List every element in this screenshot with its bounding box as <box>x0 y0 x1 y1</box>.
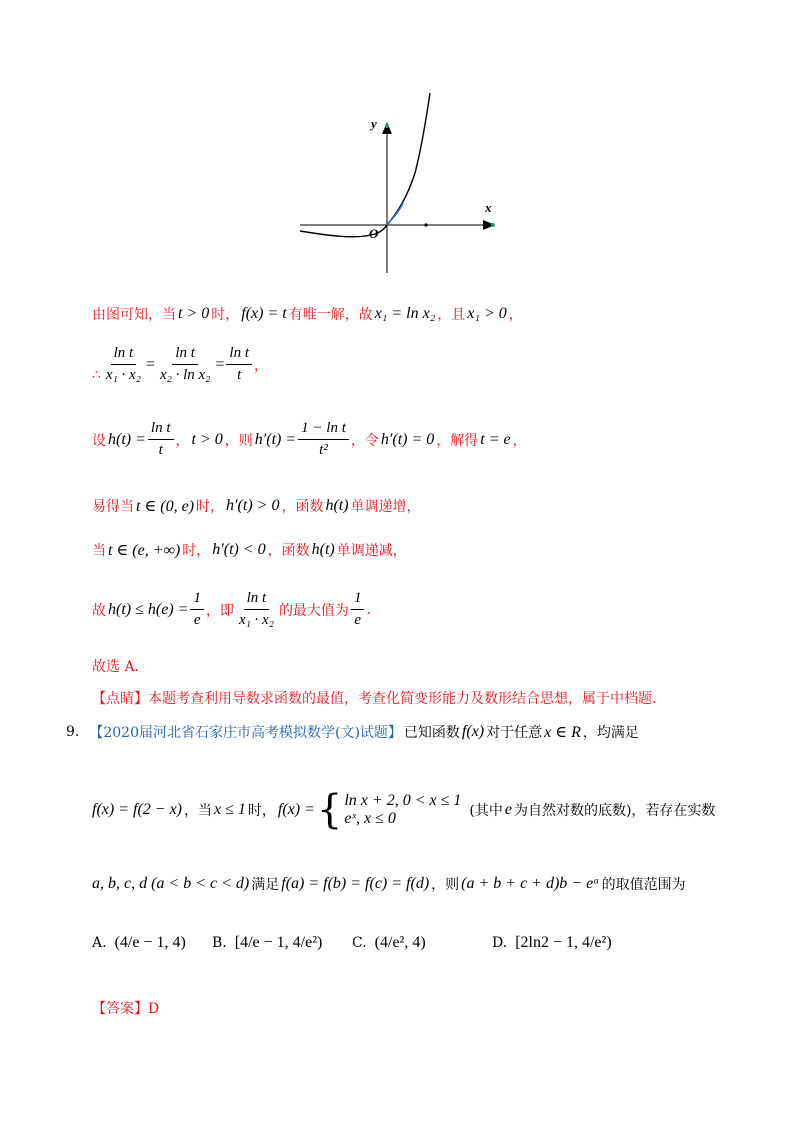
text: (其中 <box>469 803 503 819</box>
solution-line-1 <box>92 304 523 324</box>
fraction: $\frac{\text{ln t}}{\text{x₁ · x₂}}$ <box>238 590 274 628</box>
math: h′(t) > 0 <box>226 497 280 514</box>
problem-9-line-3 <box>92 874 686 894</box>
piecewise <box>344 792 461 828</box>
solution-line-6 <box>92 590 371 629</box>
text: 有唯一解，故 <box>288 307 373 323</box>
option-label: A. <box>92 935 107 951</box>
math: x ≤ 1 <box>214 801 246 818</box>
text: 的取值范围为 <box>601 877 686 893</box>
text: 单调递增， <box>350 499 421 515</box>
function-graph <box>295 88 505 278</box>
math: t ∈ (e, +∞) <box>108 542 181 559</box>
option-text: (4/e², 4) <box>374 934 426 951</box>
option-a[interactable] <box>92 934 186 952</box>
math: f(x) = t <box>241 305 287 322</box>
text: 易得当 <box>92 499 134 515</box>
text: ， <box>512 432 527 449</box>
math: = <box>215 355 225 373</box>
math: x₁ > 0 <box>467 305 507 322</box>
therefore-symbol: ∴ <box>92 366 101 383</box>
math: h(t) <box>311 541 335 558</box>
math: f(a) = f(b) = f(c) = f(d) <box>281 875 430 892</box>
option-label: B. <box>212 935 227 951</box>
text: 满足 <box>251 877 280 893</box>
fraction: $\frac{1}{e}$ <box>351 590 365 629</box>
answer: 【答案】D <box>92 1001 160 1017</box>
text: ，当 <box>184 803 212 819</box>
y-label: y <box>371 116 377 131</box>
math: h′(t) < 0 <box>212 541 266 558</box>
curve <box>300 93 430 237</box>
math: a, b, c, d (a < b < c < d) <box>92 875 250 892</box>
fraction: $\frac{\text{ln t}}{t}$ <box>226 345 252 384</box>
text: ，令 <box>350 432 379 449</box>
text: 故 <box>92 602 106 619</box>
math: t = e <box>480 430 511 448</box>
option-text: (4/e − 1, 4) <box>114 934 186 951</box>
math: h(t) <box>325 497 349 514</box>
option-text: [2ln2 − 1, 4/e²) <box>515 934 612 951</box>
text: 当 <box>92 543 106 559</box>
math: h(t) ≤ h(e) = <box>108 600 189 618</box>
text: 单调递减， <box>336 543 407 559</box>
solution-line-4 <box>92 496 421 516</box>
question-number: 9. <box>66 724 80 740</box>
math: = <box>145 355 155 373</box>
conclusion: 故选 A. <box>92 659 140 675</box>
text: ，且 <box>437 307 466 323</box>
math: h(t) = <box>108 430 146 448</box>
fraction: $\frac{\text{ln t}}{\text{x₂ · ln x₂}}$ <box>159 345 211 383</box>
math: t ∈ (0, e) <box>136 498 195 515</box>
text: 的最大值为 <box>278 602 349 619</box>
text: ，即 <box>205 602 234 619</box>
text: ，解得 <box>436 432 479 449</box>
text: 已知函数 <box>403 725 460 741</box>
option-text: [4/e − 1, 4/e²) <box>234 934 323 951</box>
origin-label: O <box>369 226 379 241</box>
fraction: $\frac{\text{ln t}}{t}$ <box>148 420 174 459</box>
text: ， <box>254 357 268 374</box>
text: 设 <box>92 432 106 449</box>
option-b[interactable] <box>212 934 322 952</box>
brace: { <box>316 787 343 833</box>
piece: ln x + 2, 0 < x ≤ 1 <box>344 792 462 809</box>
problem-9-line-2 <box>92 787 716 833</box>
math: t > 0 <box>191 430 223 448</box>
fraction: $\frac{\text{1 − ln t}}{\text{t²}}$ <box>298 420 349 459</box>
text: 时， <box>211 307 240 323</box>
option-c[interactable] <box>352 934 426 952</box>
option-label: D. <box>492 935 508 951</box>
text: 时， <box>182 543 211 559</box>
math: t > 0 <box>178 305 210 322</box>
piece: eˣ, x ≤ 0 <box>344 810 396 827</box>
math: e <box>504 801 512 818</box>
math: (a + b + c + d)b − eᵃ <box>461 875 600 892</box>
text: 为自然对数的底数)，若存在实数 <box>513 803 716 819</box>
text: ，则 <box>431 877 460 893</box>
text: ， <box>175 432 190 449</box>
comment: 【点睛】本题考查利用导数求函数的最值，考查化简变形能力及数形结合思想，属于中档题. <box>92 691 657 707</box>
option-label: C. <box>352 935 367 951</box>
text: ，则 <box>224 432 253 449</box>
math: h′(t) = 0 <box>380 430 435 448</box>
text: 对于任意 <box>486 725 543 741</box>
text: 由图可知，当 <box>92 307 176 323</box>
text: ，均满足 <box>582 725 639 741</box>
math: x ∈ R <box>544 724 581 741</box>
text: 时， <box>196 499 225 515</box>
math: f(x) = f(2 − x) <box>92 801 182 818</box>
math: f(x) = <box>277 801 315 818</box>
x-label: x <box>485 200 492 215</box>
math: h′(t) = <box>254 430 297 448</box>
text: ，函数 <box>267 543 310 559</box>
problem-9-header <box>66 722 639 742</box>
text: ， <box>508 307 523 323</box>
fraction: $\frac{\text{ln t}}{\text{x₁ · x₂}}$ <box>105 345 141 383</box>
text: . <box>366 601 371 618</box>
math: f(x) <box>461 723 485 740</box>
math: x₁ = ln x₂ <box>374 305 436 322</box>
fraction: $\frac{1}{e}$ <box>190 590 204 629</box>
text: 时， <box>247 803 276 819</box>
option-d[interactable] <box>492 934 612 952</box>
solution-line-3 <box>92 420 527 459</box>
solution-line-2 <box>92 345 268 384</box>
text: ，函数 <box>281 499 324 515</box>
solution-line-5 <box>92 540 407 560</box>
question-source: 【2020届河北省石家庄市高考模拟数学(文)试题】 <box>89 725 402 741</box>
